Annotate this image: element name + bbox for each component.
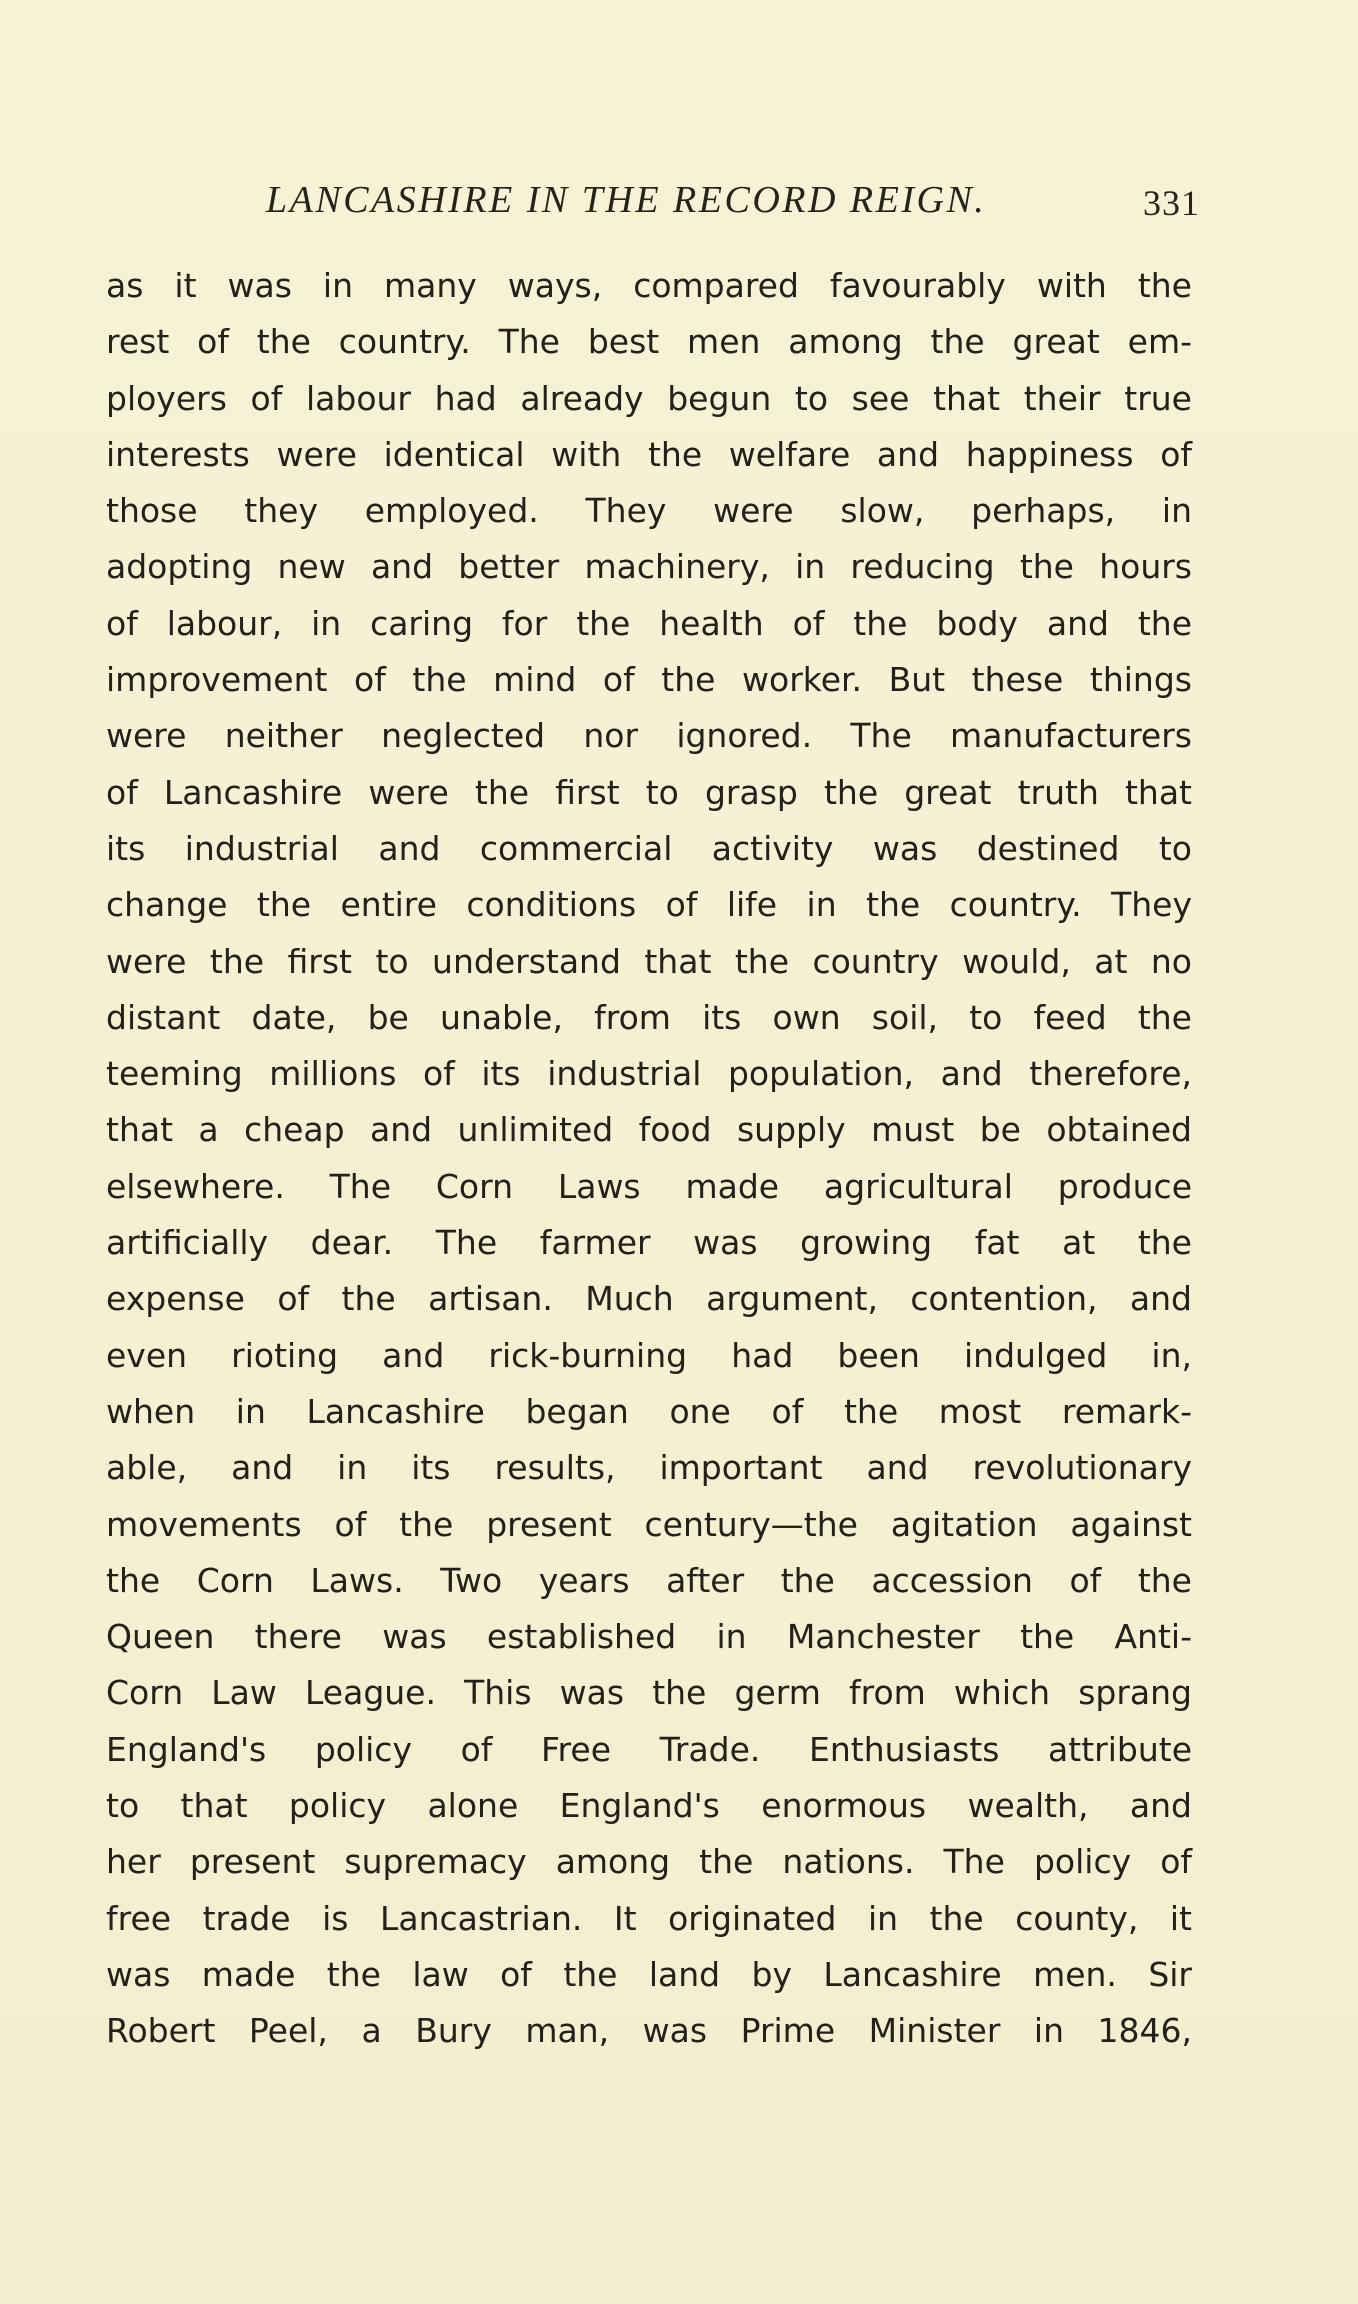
running-title: LANCASHIRE IN THE RECORD REIGN. [266, 179, 987, 221]
text-line: change the entire conditions of life in the country. They [106, 885, 1192, 925]
text-line: interests were identical with the welfare and happiness of [106, 434, 1192, 474]
text-line: when in Lancashire began one of the most remark- [106, 1391, 1192, 1431]
text-line: its industrial and commercial activity was destined to [106, 828, 1192, 868]
text-line: were the first to understand that the country would, at no [106, 941, 1192, 981]
text-line: adopting new and better machinery, in reducing the hours [106, 547, 1192, 587]
text-line: England's policy of Free Trade. Enthusiasts attribute [106, 1729, 1192, 1769]
text-line: to that policy alone England's enormous wealth, and [106, 1786, 1192, 1826]
text-line: those they employed. They were slow, perhaps, in [106, 491, 1192, 531]
text-line: was made the law of the land by Lancashire men. Sir [106, 1954, 1192, 1994]
text-line: were neither neglected nor ignored. The manufacturers [106, 716, 1192, 756]
text-line: elsewhere. The Corn Laws made agricultural produce [106, 1166, 1192, 1206]
text-line: her present supremacy among the nations. The policy of [106, 1842, 1192, 1882]
body-text [106, 258, 1192, 2060]
text-line: distant date, be unable, from its own soil, to feed the [106, 997, 1192, 1037]
text-line: that a cheap and unlimited food supply must be obtained [106, 1110, 1192, 1150]
text-line: of labour, in caring for the health of the body and the [106, 603, 1192, 643]
text-line: Corn Law League. This was the germ from which sprang [106, 1673, 1192, 1713]
text-line: improvement of the mind of the worker. But these things [106, 660, 1192, 700]
text-line: even rioting and rick-burning had been indulged in, [106, 1335, 1192, 1375]
text-line: ployers of labour had already begun to see that their true [106, 378, 1192, 418]
text-line: teeming millions of its industrial population, and therefore, [106, 1054, 1192, 1094]
text-line: the Corn Laws. Two years after the accession of the [106, 1560, 1192, 1600]
text-line: Queen there was established in Manchester the Anti- [106, 1617, 1192, 1657]
text-line: expense of the artisan. Much argument, contention, and [106, 1279, 1192, 1319]
running-head [106, 178, 1200, 228]
text-line: movements of the present century—the agitation against [106, 1504, 1192, 1544]
text-line: artificially dear. The farmer was growing fat at the [106, 1223, 1192, 1263]
text-line: able, and in its results, important and revolutionary [106, 1448, 1192, 1488]
text-line: free trade is Lancastrian. It originated in the county, it [106, 1898, 1192, 1938]
page-number: 331 [1143, 183, 1200, 223]
text-line: as it was in many ways, compared favourably with the [106, 266, 1192, 305]
text-line: of Lancashire were the first to grasp the great truth that [106, 772, 1192, 812]
text-line: rest of the country. The best men among the great em- [106, 322, 1192, 362]
text-line: Robert Peel, a Bury man, was Prime Minister in 1846, [106, 2011, 1192, 2051]
